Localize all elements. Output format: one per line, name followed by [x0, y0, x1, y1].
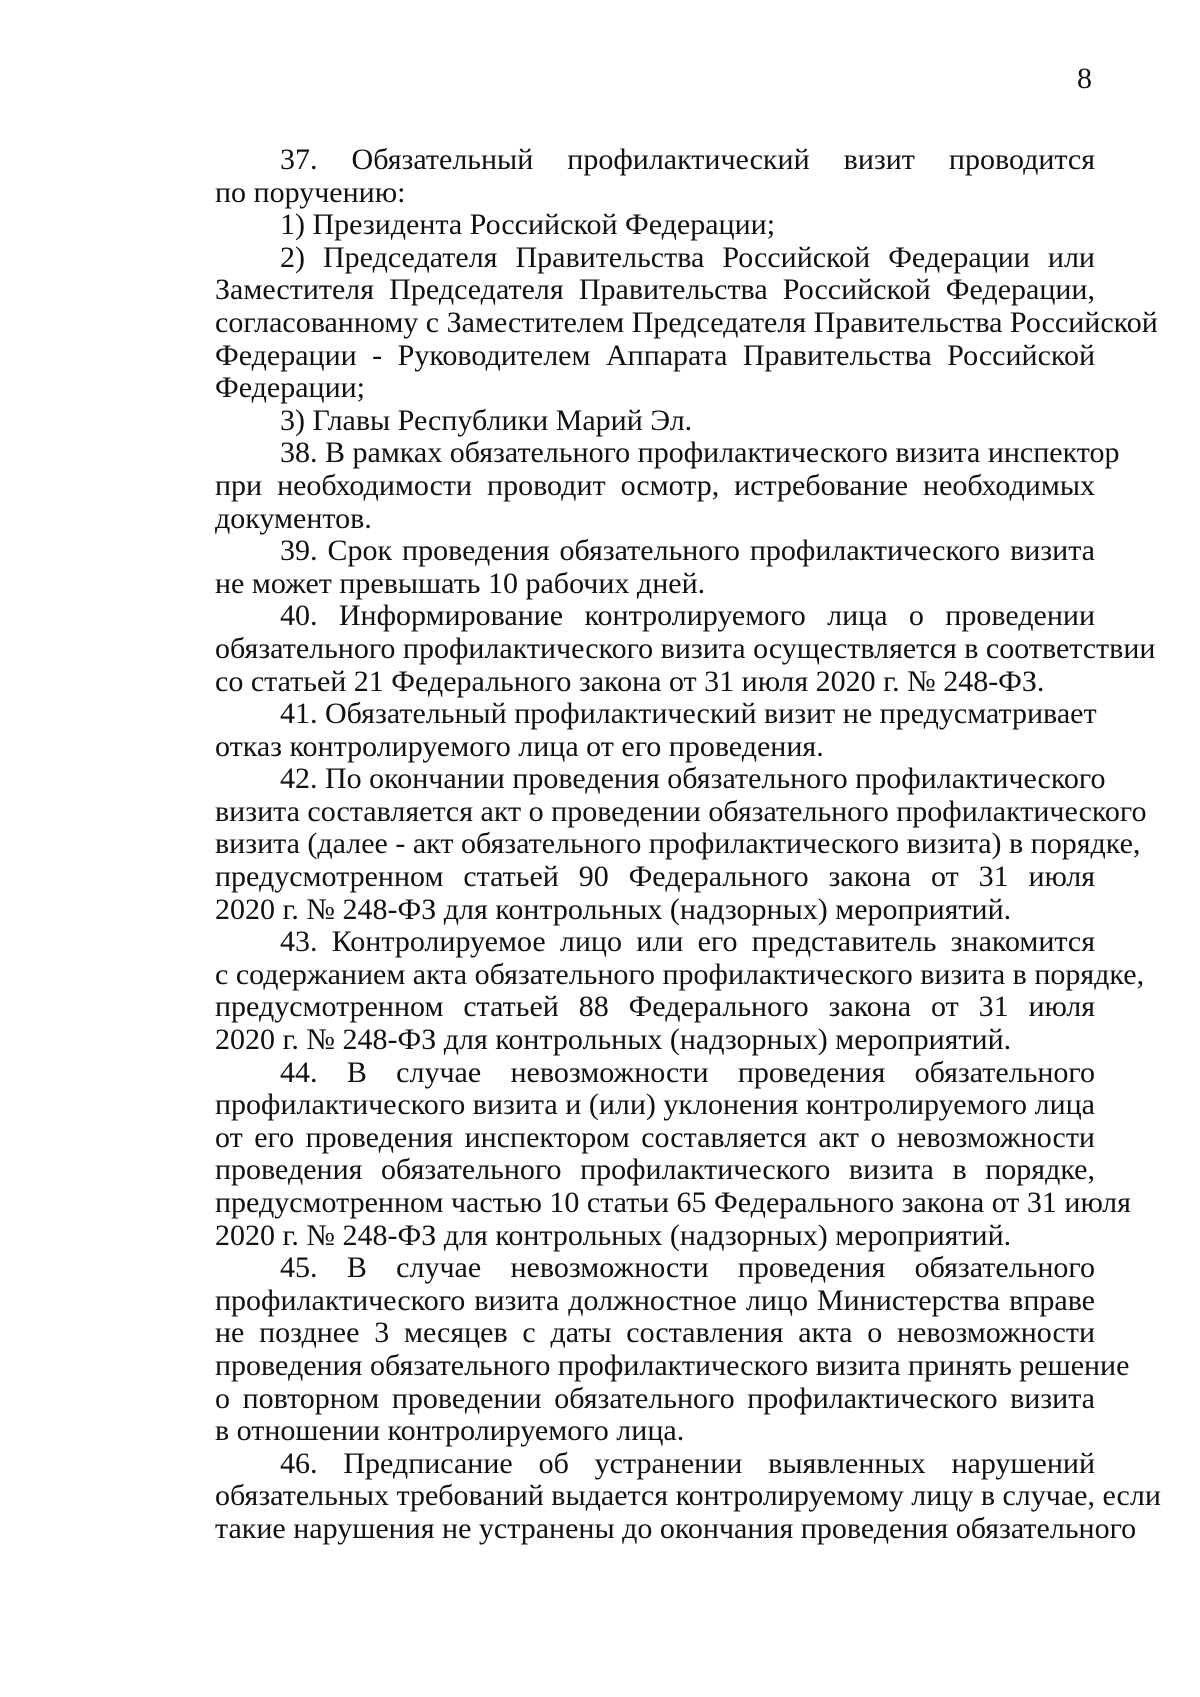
- text-line: с содержанием акта обязательного профилактического визита в порядке,: [215, 957, 1145, 991]
- text-line: 44. В случае невозможности проведения обязательного: [280, 1055, 1095, 1089]
- text-line: 1) Президента Российской Федерации;: [280, 208, 776, 242]
- text-line: при необходимости проводит осмотр, истребование необходимых: [215, 468, 1095, 502]
- text-line: 43. Контролируемое лицо или его представитель знакомится: [280, 925, 1095, 959]
- text-line: 2) Председателя Правительства Российской Федерации или: [280, 240, 1095, 274]
- text-line: согласованному с Заместителем Председателя Правительства Российской: [215, 305, 1158, 339]
- text-line: Заместителя Председателя Правительства Российской Федерации,: [215, 273, 1095, 307]
- text-line: 2020 г. № 248-ФЗ для контрольных (надзорных) мероприятий.: [215, 1023, 1012, 1057]
- text-line: обязательного профилактического визита осуществляется в соответствии: [215, 631, 1156, 665]
- text-line: проведения обязательного профилактического визита принять решение: [215, 1348, 1130, 1382]
- text-line: в отношении контролируемого лица.: [215, 1414, 685, 1448]
- text-line: 45. В случае невозможности проведения обязательного: [280, 1251, 1095, 1285]
- page-number: 8: [1077, 62, 1092, 95]
- text-line: 46. Предписание об устранении выявленных нарушений: [280, 1446, 1095, 1480]
- text-line: 42. По окончании проведения обязательного профилактического: [280, 762, 1106, 796]
- text-line: по поручению:: [215, 175, 406, 209]
- text-line: Федерации - Руководителем Аппарата Правительства Российской: [215, 338, 1095, 372]
- text-line: проведения обязательного профилактического визита в порядке,: [215, 1153, 1095, 1187]
- text-line: профилактического визита и (или) уклонения контролируемого лица: [215, 1088, 1095, 1122]
- text-line: не позднее 3 месяцев с даты составления акта о невозможности: [215, 1316, 1095, 1350]
- text-line: не может превышать 10 рабочих дней.: [215, 566, 706, 600]
- text-line: предусмотренном статьей 88 Федерального закона от 31 июля: [215, 990, 1095, 1024]
- text-line: профилактического визита должностное лицо Министерства вправе: [215, 1283, 1095, 1317]
- text-line: 41. Обязательный профилактический визит не предусматривает: [280, 697, 1097, 731]
- document-body: [215, 143, 1161, 1546]
- text-line: предусмотренном статьей 90 Федерального закона от 31 июля: [215, 860, 1095, 894]
- text-line: 2020 г. № 248-ФЗ для контрольных (надзорных) мероприятий.: [215, 1218, 1012, 1252]
- text-line: визита (далее - акт обязательного профилактического визита) в порядке,: [215, 827, 1141, 861]
- text-line: обязательных требований выдается контролируемому лицу в случае, если: [215, 1479, 1161, 1513]
- text-line: от его проведения инспектором составляется акт о невозможности: [215, 1120, 1095, 1154]
- text-line: со статьей 21 Федерального закона от 31 июля 2020 г. № 248-ФЗ.: [215, 664, 1045, 698]
- text-line: предусмотренном частью 10 статьи 65 Федерального закона от 31 июля: [215, 1186, 1131, 1219]
- text-line: 40. Информирование контролируемого лица о проведении: [280, 599, 1095, 633]
- text-line: документов.: [215, 501, 372, 535]
- text-line: 2020 г. № 248-ФЗ для контрольных (надзорных) мероприятий.: [215, 892, 1012, 926]
- text-line: 39. Срок проведения обязательного профилактического визита: [280, 534, 1095, 568]
- text-line: отказ контролируемого лица от его проведения.: [215, 729, 824, 763]
- text-line: Федерации;: [215, 371, 366, 405]
- text-line: 37. Обязательный профилактический визит проводится: [280, 143, 1095, 176]
- text-line: 3) Главы Республики Марий Эл.: [280, 403, 693, 437]
- text-line: о повторном проведении обязательного профилактического визита: [215, 1381, 1095, 1415]
- text-line: такие нарушения не устранены до окончания проведения обязательного: [215, 1511, 1137, 1545]
- text-line: 38. В рамках обязательного профилактического визита инспектор: [280, 436, 1120, 470]
- text-line: визита составляется акт о проведении обязательного профилактического: [215, 794, 1147, 828]
